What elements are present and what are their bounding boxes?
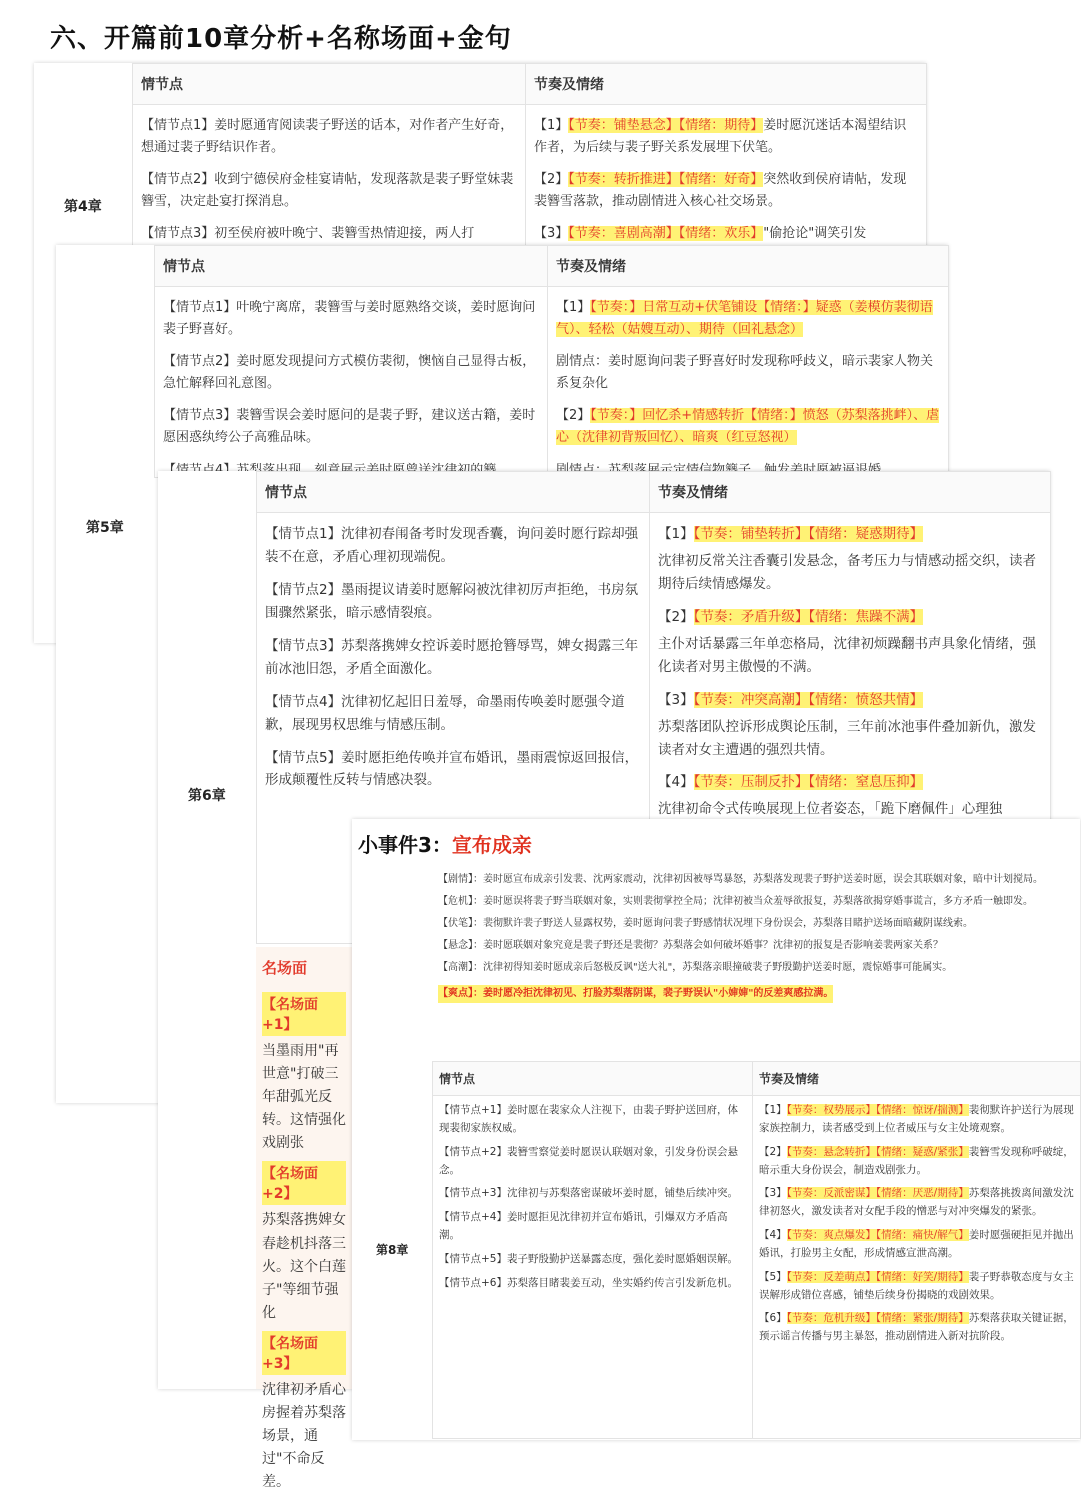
chapter6-label: 第6章	[188, 788, 226, 804]
rhythm-item: 【4】【节奏：爽点爆发】【情绪：痛快/解气】姜时愿强硬拒见并抛出婚讯，打脸男主女配，形成情感宣泄高潮。	[759, 1229, 1074, 1259]
plot-point: 【情节点+2】裴簪雪察觉姜时愿误认联姻对象，引发身份误会悬念。	[439, 1145, 738, 1176]
plot-point: 【情节点+4】姜时愿拒见沈律初并宣布婚讯，引爆双方矛盾高潮。	[439, 1211, 728, 1242]
rhythm-item: 主仆对话暴露三年单恋格局，沈律初烦躁翻书声具象化情绪，强化读者对男主傲慢的不满。	[658, 635, 1036, 675]
plot-point: 【情节点1】叶晚宁离席，裴簪雪与姜时愿熟络交谈，姜时愿询问裴子野喜好。	[163, 300, 536, 338]
rhythm-item: 【1】【节奏：权势展示】【情绪：惊讶/揣测】裴彻默许护送行为展现家族控制力，读者感受到上位者威压与女主处境观察。	[759, 1104, 1074, 1134]
event-line: 【危机】：姜时愿误将裴子野当联姻对象，实则裴彻掌控全局；沈律初被当众羞辱欲报复，苏梨落欲揭穿婚事谎言，多方矛盾一触即发。	[438, 896, 1033, 907]
rhythm-item: 【3】【节奏：喜剧高潮】【情绪：欢乐】"偷抢论"调笑引发	[534, 226, 867, 242]
chapter6-header-plot: 情节点	[257, 472, 650, 513]
rhythm-item: 【1】【节奏：铺垫悬念】【情绪：期待】姜时愿沉迷话本渴望结识作者，为后续与裴子野关系发展埋下伏笔。	[534, 118, 907, 156]
event-line: 【剧情】：姜时愿宣布成亲引发裴、沈两家震动，沈律初因被辱骂暴怒，苏梨落发现裴子野护送姜时愿，误会其联姻对象，暗中计划搅局。	[438, 874, 1043, 885]
famous-scene-text: 当墨雨用"再世意"打破三年甜弧光反转。这情强化戏剧张	[262, 1043, 346, 1152]
rhythm-item: 剧情点：姜时愿询问裴子野喜好时发现称呼歧义，暗示裴家人物关系复杂化	[556, 354, 934, 392]
plot-point: 【情节点2】墨雨提议请姜时愿解闷被沈律初厉声拒绝，书房氛围骤然紧张，暗示感情裂痕。	[265, 581, 639, 621]
plot-point: 【情节点4】沈律初忆起旧日羞辱，命墨雨传唤姜时愿强令道歉，展现男权思维与情感压制。	[265, 693, 625, 733]
rhythm-item: 【3】【节奏：反派密谋】【情绪：厌恶/期待】苏梨落挑拨离间激发沈律初怒火，激发读者对女配手段的憎恶与对冲突爆发的紧张。	[759, 1187, 1074, 1218]
chapter5-label: 第5章	[86, 520, 124, 536]
rhythm-item: 沈律初反常关注香囊引发悬念，备考压力与情感动摇交织，读者期待后续情感爆发。	[658, 552, 1036, 592]
chapter4-label: 第4章	[64, 199, 102, 215]
famous-scene-text: 沈律初矛盾心房握着苏梨落场景，通过"不命反差。	[262, 1381, 346, 1491]
event-line: 【伏笔】：裴彻默许裴子野送人显露权势，姜时愿询问裴子野感情状况埋下身份误会，苏梨落目睹护送场面暗藏阴谋线索。	[438, 918, 973, 929]
plot-point: 【情节点+5】裴子野殷勤护送暴露态度，强化姜时愿婚姻误解。	[439, 1252, 738, 1265]
chapter4-header-plot: 情节点	[133, 64, 526, 105]
chapter8-header-rhythm: 节奏及情绪	[753, 1062, 1081, 1096]
rhythm-item: 【6】【节奏：危机升级】【情绪：紧张/期待】苏梨落获取关键证据，预示谣言传播与男主暴怒，推动剧情进入新对抗阶段。	[759, 1312, 1074, 1343]
rhythm-item: 【1】【节奏：铺垫转折】【情绪：疑惑期待】	[658, 526, 924, 542]
plot-point: 【情节点2】姜时愿发现提问方式模仿裴彻，懊恼自己显得古板，急忙解释回礼意图。	[163, 354, 536, 392]
chapter5-header-rhythm: 节奏及情绪	[548, 246, 949, 287]
chapter5-table	[154, 245, 949, 478]
famous-scenes	[256, 947, 352, 1491]
plot-point: 【情节点+1】姜时愿在裴家众人注视下，由裴子野护送回府，体现裴彻家族权威。	[439, 1104, 738, 1134]
rhythm-item: 【2】【节奏：】回忆杀+情感转折【情绪：】愤怒（苏梨落挑衅）、虐心（沈律初背叛回忆）、暗爽（红豆怒视）	[556, 408, 940, 446]
plot-point: 【情节点5】姜时愿拒绝传唤并宣布婚讯，墨雨震惊返回报信，形成颠覆性反转与情感决裂。	[265, 749, 639, 789]
event-summary	[438, 871, 1068, 1007]
rhythm-item: 【5】【节奏：反差萌点】【情绪：好笑/期待】裴子野恭敬态度与女主误解形成错位喜感，铺垫后续身份揭晓的戏剧效果。	[759, 1270, 1074, 1301]
chapter4-table	[132, 63, 927, 249]
event-line: 【高潮】：沈律初得知姜时愿成亲后怒极反讽"送大礼"，苏梨落亲眼撞破裴子野殷勤护送姜时愿，震惊婚事可能属实。	[438, 962, 953, 973]
rhythm-item: 【4】【节奏：压制反扑】【情绪：窒息压抑】	[658, 774, 924, 791]
rhythm-item: 【2】【节奏：转折推进】【情绪：好奇】突然收到侯府请帖，发现裴簪雪落款，推动剧情进入核心社交场景。	[534, 172, 907, 210]
chapter8-header-plot: 情节点	[433, 1062, 753, 1096]
chapter5-header-plot: 情节点	[155, 246, 548, 287]
rhythm-item: 【2】【节奏：悬念转折】【情绪：疑惑/紧张】裴簪雪发现称呼破绽，暗示重大身份误会，制造戏剧张力。	[759, 1145, 1074, 1176]
chapter8-table	[432, 1061, 1081, 1439]
plot-point: 【情节点3】初至侯府被叶晚宁、裴簪雪热情迎接，两人打	[141, 226, 475, 242]
famous-scene-tag: 【名场面+3】	[262, 1331, 346, 1375]
event-card	[352, 819, 1080, 1440]
page-title: 六、开篇前10章分析+名称场面+金句	[50, 24, 512, 54]
famous-scene-text: 苏梨落携婢女春趁机抖落三火。这个白莲子"等细节强化	[262, 1212, 346, 1321]
plot-point: 【情节点+3】沈律初与苏梨落密谋破坏姜时愿，铺垫后续冲突。	[439, 1187, 738, 1200]
chapter8-label: 第8章	[376, 1243, 409, 1257]
plot-point: 【情节点1】沈律初春闱备考时发现香囊，询问姜时愿行踪却强装不在意，矛盾心理初现端倪。	[265, 526, 639, 565]
plot-point: 【情节点2】收到宁德侯府金桂宴请帖，发现落款是裴子野堂妹裴簪雪，决定赴宴打探消息。	[141, 172, 514, 210]
plot-point: 【情节点3】裴簪雪误会姜时愿问的是裴子野，建议送古籍，姜时愿困惑纨绔公子高雅品味。	[163, 408, 536, 446]
rhythm-item: 沈律初命令式传唤展现上位者姿态，「跪下磨佩件」心理独	[658, 801, 1003, 818]
famous-scenes-heading: 名场面	[262, 959, 308, 977]
event-highlight-line: 【爽点】：姜时愿冷拒沈律初见、打脸苏梨落阴谋，裴子野误认"小婶婶"的反差爽感拉满。	[438, 985, 833, 1003]
rhythm-item: 苏梨落团队控诉形成舆论压制，三年前冰池事件叠加新仇，激发读者对女主遭遇的强烈共情。	[658, 718, 1036, 758]
event-line: 【悬念】：姜时愿联姻对象究竟是裴子野还是裴彻？苏梨落会如何破坏婚事？沈律初的报复是否影响姜裴两家关系？	[438, 940, 943, 951]
plot-point: 【情节点1】姜时愿通宵阅读裴子野送的话本，对作者产生好奇，想通过裴子野结识作者。	[141, 118, 514, 156]
famous-scene-tag: 【名场面+2】	[262, 1161, 346, 1205]
rhythm-item: 【3】【节奏：冲突高潮】【情绪：愤怒共情】	[658, 691, 924, 708]
plot-point: 【情节点+6】苏梨落目睹裴姜互动，坐实婚约传言引发新危机。	[439, 1276, 738, 1289]
chapter6-header-rhythm: 节奏及情绪	[650, 472, 1051, 513]
famous-scene-tag: 【名场面+1】	[262, 992, 346, 1036]
rhythm-item: 【2】【节奏：矛盾升级】【情绪：焦躁不满】	[658, 608, 924, 625]
plot-point: 【情节点3】苏梨落携婢女控诉姜时愿抢簪辱骂，婢女揭露三年前冰池旧怨，矛盾全面激化。	[265, 637, 639, 677]
chapter4-header-rhythm: 节奏及情绪	[526, 64, 927, 105]
rhythm-item: 【1】【节奏：】日常互动+伏笔铺设【情绪：】疑惑（姜模仿裴彻语气）、轻松（姑嫂互动）、期待（回礼悬念）	[556, 300, 933, 338]
event-title: 小事件3：宣布成亲	[358, 833, 532, 857]
